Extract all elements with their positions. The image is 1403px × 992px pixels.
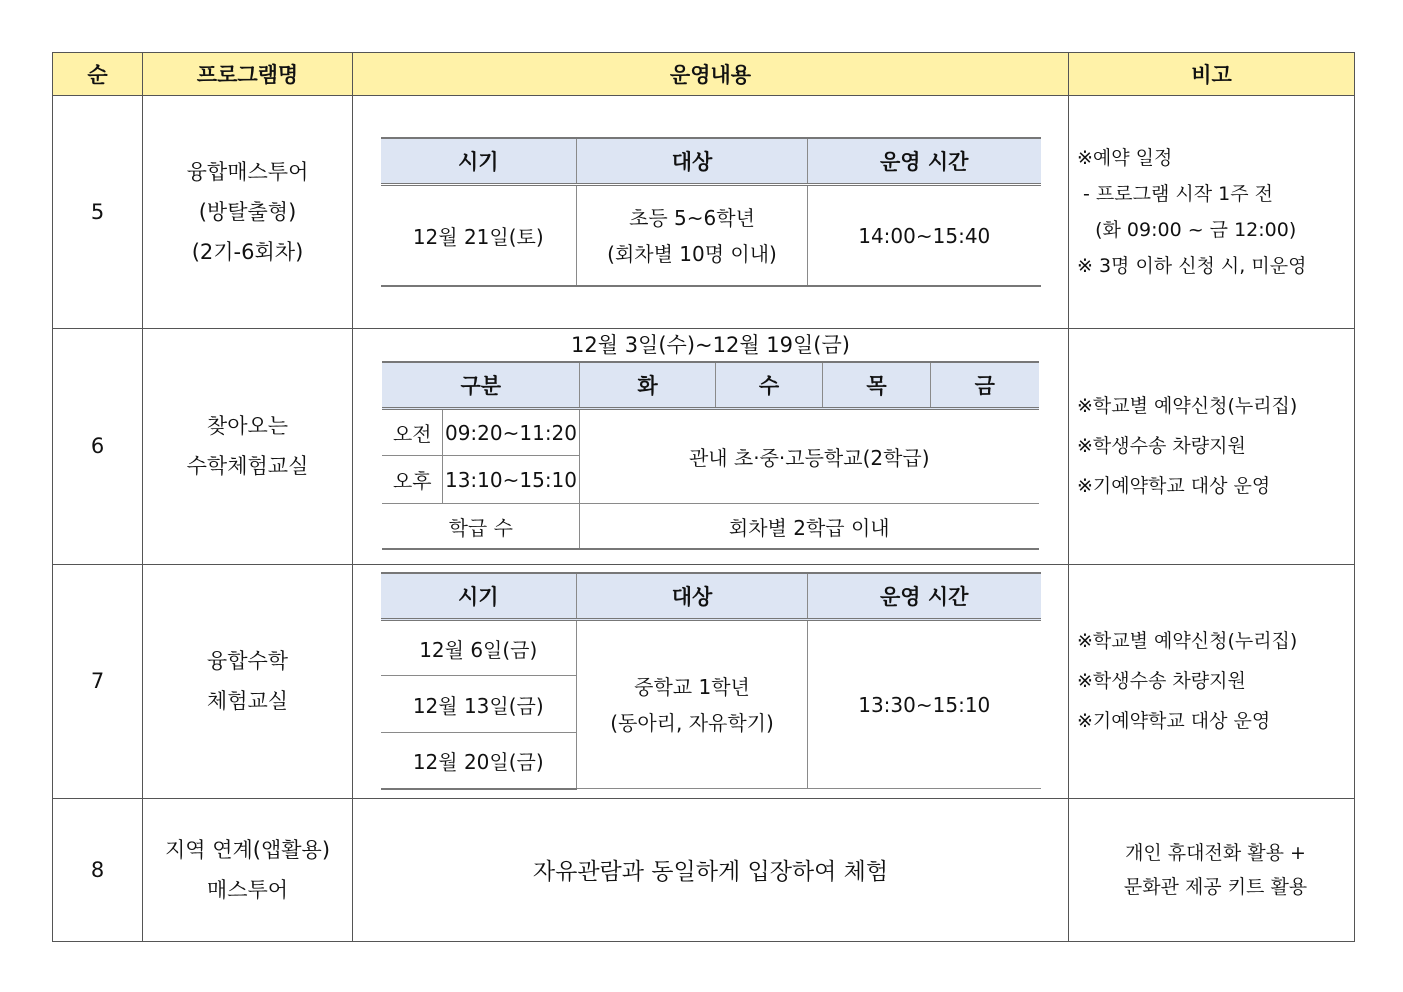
schedule-date: 12월 20일(금) <box>381 733 577 789</box>
col-thu: 목 <box>823 362 931 409</box>
schedule-target <box>577 620 808 789</box>
row-number: 8 <box>53 798 143 941</box>
content-free-admission: 자유관람과 동일하게 입장하여 체험 <box>353 798 1069 941</box>
header-program-name: 프로그램명 <box>143 53 353 96</box>
col-time: 운영 시간 <box>808 138 1041 185</box>
note-line: ※기예약학교 대상 운영 <box>1077 710 1271 733</box>
content-cell <box>353 564 1069 798</box>
program-name-line: 체험교실 <box>206 689 289 714</box>
program-name-line: 수학체험교실 <box>186 454 309 479</box>
program-row-8 <box>53 798 1355 941</box>
note-line: ※학생수송 차량지원 <box>1077 670 1246 693</box>
note-line: 개인 휴대전화 활용 + <box>1125 841 1306 864</box>
header-content: 운영내용 <box>353 53 1069 96</box>
program-name-line: 찾아오는 <box>206 414 289 439</box>
pm-label: 오후 <box>382 456 442 504</box>
program-table <box>52 52 1355 942</box>
weekday-table <box>382 361 1038 550</box>
col-period: 시기 <box>381 573 577 620</box>
col-period: 시기 <box>381 138 577 185</box>
col-target: 대상 <box>577 573 808 620</box>
content-cell <box>353 96 1069 329</box>
weekday-target: 관내 초·중·고등학교(2학급) <box>580 409 1039 504</box>
header-row <box>53 53 1355 96</box>
target-line: 초등 5~6학년 <box>629 205 755 230</box>
col-tue: 화 <box>580 362 716 409</box>
schedule-table <box>381 137 1041 288</box>
note-line: ※ 3명 이하 신청 시, 미운영 <box>1077 255 1307 278</box>
note-line: ※학생수송 차량지원 <box>1077 435 1246 458</box>
note-line: ※기예약학교 대상 운영 <box>1077 475 1271 498</box>
program-name-line: (2기-6회차) <box>191 240 304 265</box>
header-note: 비고 <box>1069 53 1355 96</box>
schedule-date: 12월 6일(금) <box>381 620 577 676</box>
col-target: 대상 <box>577 138 808 185</box>
program-name-line: (방탈출형) <box>198 200 297 225</box>
note-line: (화 09:00 ~ 금 12:00) <box>1077 219 1297 242</box>
col-wed: 수 <box>716 362 823 409</box>
row-number: 7 <box>53 564 143 798</box>
note-cell <box>1069 564 1355 798</box>
row-number: 6 <box>53 329 143 564</box>
col-time: 운영 시간 <box>808 573 1041 620</box>
schedule-time: 14:00~15:40 <box>808 184 1041 286</box>
program-row-5 <box>53 96 1355 329</box>
program-name <box>143 96 353 329</box>
row-number: 5 <box>53 96 143 329</box>
header-num: 순 <box>53 53 143 96</box>
program-row-6 <box>53 329 1355 564</box>
program-name-line: 융합매스투어 <box>186 160 309 185</box>
target-line: (동아리, 자유학기) <box>610 710 774 735</box>
content-cell <box>353 329 1069 564</box>
program-name <box>143 329 353 564</box>
schedule-date: 12월 21일(토) <box>381 184 577 286</box>
program-row-7 <box>53 564 1355 798</box>
note-cell <box>1069 329 1355 564</box>
schedule-target <box>577 184 808 286</box>
pm-time: 13:10~15:10 <box>442 456 579 504</box>
program-name-line: 지역 연계(앱활용) <box>164 837 331 862</box>
schedule-table <box>381 572 1041 790</box>
note-cell <box>1069 96 1355 329</box>
class-count-value: 회차별 2학급 이내 <box>580 504 1039 549</box>
target-line: 중학교 1학년 <box>634 674 750 699</box>
note-line: ※학교별 예약신청(누리집) <box>1077 630 1298 653</box>
program-name-line: 융합수학 <box>206 649 289 674</box>
am-label: 오전 <box>382 409 442 456</box>
operation-period: 12월 3일(수)~12월 19일(금) <box>571 333 850 358</box>
program-name <box>143 798 353 941</box>
class-count-label: 학급 수 <box>382 504 579 549</box>
schedule-time: 13:30~15:10 <box>808 620 1041 789</box>
am-time: 09:20~11:20 <box>442 409 579 456</box>
program-name-line: 매스투어 <box>206 877 289 902</box>
schedule-date: 12월 13일(금) <box>381 676 577 733</box>
col-category: 구분 <box>382 362 579 409</box>
note-line: - 프로그램 시작 1주 전 <box>1077 183 1273 206</box>
note-line: ※학교별 예약신청(누리집) <box>1077 395 1298 418</box>
note-cell <box>1069 798 1355 941</box>
col-fri: 금 <box>931 362 1039 409</box>
program-name <box>143 564 353 798</box>
note-line: 문화관 제공 키트 활용 <box>1123 875 1308 898</box>
note-line: ※예약 일정 <box>1077 147 1173 170</box>
target-line: (회차별 10명 이내) <box>607 241 777 266</box>
